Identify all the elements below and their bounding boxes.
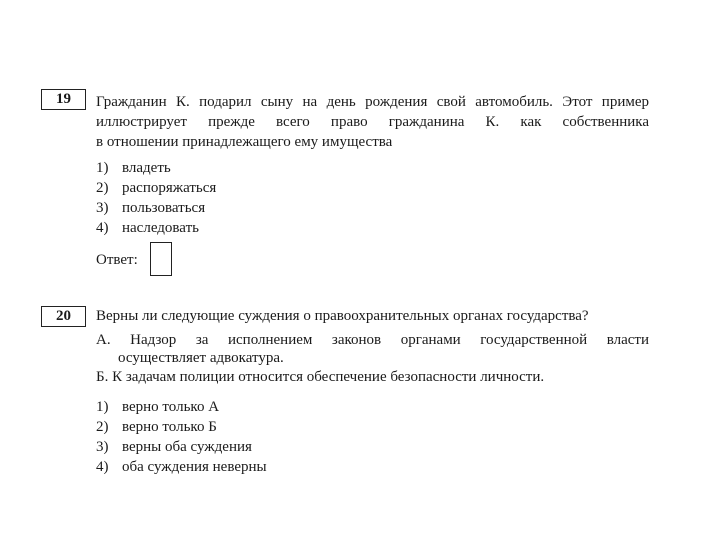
option-number: 3) <box>96 200 109 216</box>
statement-a-line-2: осуществляет адвокатура. <box>118 350 284 366</box>
option-number: 2) <box>96 180 109 196</box>
option-text: распоряжаться <box>122 180 217 196</box>
option-text: оба суждения неверны <box>122 459 267 475</box>
task-20-statement-b <box>96 368 649 386</box>
option-number: 2) <box>96 419 109 435</box>
task-19-question-line-2: иллюстрирует прежде всего право гражданина К. как собственника <box>96 114 649 130</box>
option-text: владеть <box>122 160 171 176</box>
option-number: 3) <box>96 439 109 455</box>
task-19-question-line-1: Гражданин К. подарил сыну на день рождения свой автомобиль. Этот пример <box>96 94 649 110</box>
option-text: верно только А <box>122 399 220 415</box>
task-20-option-2 <box>96 417 267 437</box>
task-19-option-4 <box>96 218 216 238</box>
task-20-option-3 <box>96 437 267 457</box>
option-number: 1) <box>96 399 109 415</box>
task-20-option-1 <box>96 397 267 417</box>
option-number: 1) <box>96 160 109 176</box>
task-19-option-2 <box>96 178 216 198</box>
task-20-options <box>96 397 267 477</box>
task-20-number: 20 <box>56 308 71 324</box>
task-20-question <box>96 306 649 326</box>
answer-label: Ответ: <box>96 252 138 268</box>
task-20-option-4 <box>96 457 267 477</box>
task-19-number-box <box>41 89 86 110</box>
option-text: верно только Б <box>122 419 217 435</box>
task-20-statement-a <box>96 331 649 367</box>
task-20-question-line: Верны ли следующие суждения о правоохранительных органах государства? <box>96 308 589 324</box>
task-19-option-1 <box>96 158 216 178</box>
task-19-question-line-3: в отношении принадлежащего ему имущества <box>96 134 393 150</box>
option-number: 4) <box>96 220 109 236</box>
task-19-options <box>96 158 216 238</box>
option-text: наследовать <box>122 220 199 236</box>
statement-b-line: Б. К задачам полиции относится обеспечение безопасности личности. <box>96 369 545 385</box>
task-19-option-3 <box>96 198 216 218</box>
option-number: 4) <box>96 459 109 475</box>
task-19-question <box>96 92 649 152</box>
statement-a-line-1: А. Надзор за исполнением законов органами государственной власти <box>96 332 649 348</box>
answer-box[interactable] <box>150 242 172 276</box>
option-text: верны оба суждения <box>122 439 252 455</box>
option-text: пользоваться <box>122 200 206 216</box>
task-19-number: 19 <box>56 91 71 107</box>
task-20-number-box <box>41 306 86 327</box>
